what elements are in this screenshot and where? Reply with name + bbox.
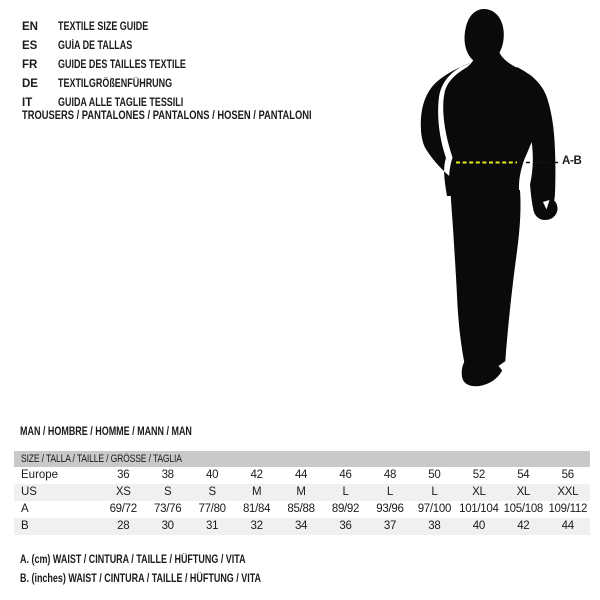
man-silhouette-svg: [415, 5, 600, 403]
table-cell: 73/76: [154, 503, 182, 515]
language-code: FR: [22, 58, 38, 71]
table-cell: 36: [117, 469, 130, 481]
note-a: [20, 551, 329, 570]
language-row-de: [22, 74, 222, 93]
category-title: [22, 108, 393, 122]
table-row-europe: [14, 467, 590, 484]
row-label: US: [21, 486, 37, 498]
language-code: IT: [22, 96, 33, 109]
language-label: TEXTILE SIZE GUIDE: [58, 20, 149, 33]
table-cell: 97/100: [417, 503, 452, 515]
table-cell: 44: [561, 520, 574, 532]
table-cell: 42: [517, 520, 530, 532]
table-row-b-inches: [14, 518, 590, 535]
row-label: Europe: [21, 469, 59, 481]
table-cell: 40: [206, 469, 219, 481]
table-cell: 89/92: [331, 503, 360, 515]
table-cell: 37: [383, 520, 397, 532]
language-label: GUIDA ALLE TAGLIE TESSILI: [58, 96, 184, 109]
table-row-a-cm: [14, 501, 590, 518]
man-silhouette-figure: [415, 5, 600, 403]
size-table: [14, 451, 590, 535]
table-cell: S: [163, 486, 172, 498]
language-row-fr: [22, 55, 222, 74]
table-row-us: [14, 484, 590, 501]
table-cell: 32: [250, 520, 263, 532]
language-label: TEXTILGRÖßENFÜHRUNG: [58, 77, 173, 90]
table-cell: 69/72: [109, 503, 137, 515]
row-label: B: [21, 520, 29, 532]
category-title-text: TROUSERS / PANTALONES / PANTALONS / HOSEN / PANTALONI: [22, 108, 312, 122]
table-cell: M: [251, 486, 262, 498]
table-cell: 50: [428, 469, 441, 481]
note-a-text: A. (cm) WAIST / CINTURA / TAILLE / HÜFTUNG / VITA: [20, 554, 246, 566]
measurement-notes: [20, 551, 329, 588]
table-cell: 30: [161, 520, 174, 532]
table-cell: 34: [294, 520, 308, 532]
table-cell: 109/112: [548, 503, 588, 515]
table-cell: L: [342, 486, 349, 498]
language-code: DE: [22, 77, 38, 90]
table-cell: 31: [206, 520, 219, 532]
table-cell: 52: [472, 469, 485, 481]
table-cell: 38: [428, 520, 441, 532]
note-b: [20, 570, 329, 589]
language-row-es: [22, 36, 222, 55]
language-guide-list: [22, 17, 222, 112]
language-code: EN: [22, 20, 38, 33]
size-table-header-text: SIZE / TALLA / TAILLE / GRÖSSE / TAGLIA: [21, 453, 182, 465]
table-cell: L: [386, 486, 393, 498]
table-cell: 28: [117, 520, 130, 532]
waist-measure-label: A-B: [562, 155, 582, 167]
table-cell: 48: [383, 469, 397, 481]
table-cell: 81/84: [242, 503, 271, 515]
size-table-header: [14, 451, 590, 467]
table-cell: S: [208, 486, 216, 498]
language-row-en: [22, 17, 222, 36]
gender-heading-text: MAN / HOMBRE / HOMME / MANN / MAN: [20, 426, 192, 438]
table-cell: 36: [339, 520, 352, 532]
language-label: GUIDE DES TAILLES TEXTILE: [58, 58, 186, 71]
note-b-text: B. (inches) WAIST / CINTURA / TAILLE / HÜFTUNG / VITA: [20, 572, 262, 585]
table-cell: XS: [115, 486, 131, 498]
table-cell: M: [296, 486, 306, 498]
table-cell: 44: [294, 469, 308, 481]
table-cell: 101/104: [459, 503, 499, 515]
silhouette-legs: [451, 190, 521, 386]
table-cell: 85/88: [287, 503, 315, 515]
table-cell: 77/80: [198, 503, 226, 515]
table-cell: 93/96: [376, 503, 404, 515]
language-code: ES: [22, 39, 38, 52]
table-cell: XL: [516, 486, 531, 498]
row-label: A: [21, 503, 29, 515]
table-cell: 38: [161, 469, 174, 481]
gender-heading: [20, 426, 240, 438]
table-cell: 105/108: [503, 503, 544, 515]
table-cell: XXL: [557, 486, 579, 498]
table-cell: 54: [517, 469, 530, 481]
table-cell: 42: [250, 469, 263, 481]
language-label: GUÍA DE TALLAS: [58, 39, 133, 52]
table-cell: 40: [472, 520, 485, 532]
table-cell: XL: [472, 486, 486, 498]
table-cell: 56: [561, 469, 574, 481]
table-cell: L: [431, 486, 438, 498]
table-cell: 46: [339, 469, 352, 481]
